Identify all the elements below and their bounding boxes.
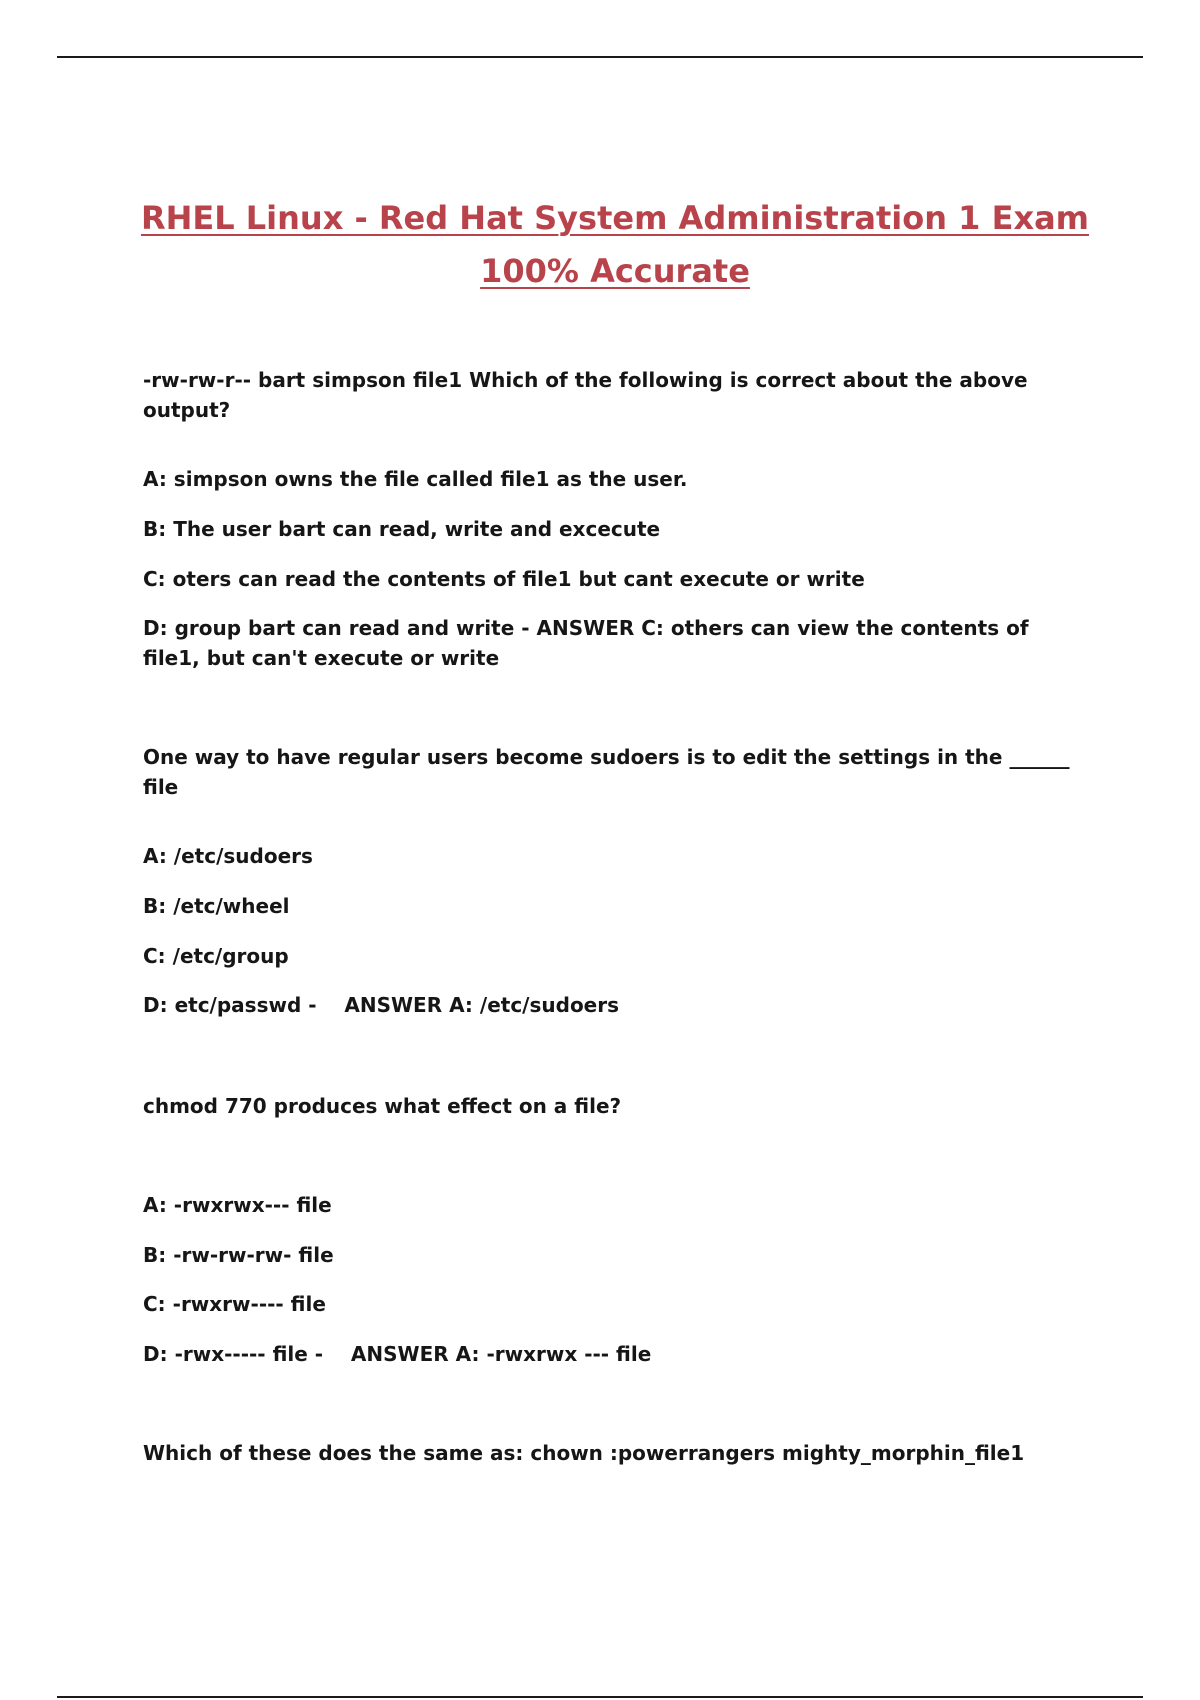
top-rule <box>57 56 1143 58</box>
question-2: One way to have regular users become sudoers is to edit the settings in the ______ file <box>143 745 1077 799</box>
question-3: chmod 770 produces what effect on a file? <box>143 1094 622 1118</box>
q3-option-a: A: -rwxrwx--- file <box>143 1193 332 1217</box>
q2-option-a: A: /etc/sudoers <box>143 844 313 868</box>
q1-option-c: C: oters can read the contents of file1 but cant execute or write <box>143 567 865 591</box>
question-1: -rw-rw-r-- bart simpson file1 Which of the following is correct about the above output? <box>143 368 1035 422</box>
title-line-1: RHEL Linux - Red Hat System Administration 1 Exam <box>140 199 1090 237</box>
q3-option-c: C: -rwxrw---- file <box>143 1292 326 1316</box>
document-title <box>130 192 1100 298</box>
question-4: Which of these does the same as: chown :powerrangers mighty_morphin_file1 <box>143 1441 1025 1465</box>
q1-option-b: B: The user bart can read, write and excecute <box>143 517 661 541</box>
title-line-2: 100% Accurate <box>480 252 750 290</box>
q2-option-b: B: /etc/wheel <box>143 894 290 918</box>
q2-option-c: C: /etc/group <box>143 944 289 968</box>
q3-option-d-answer: D: -rwx----- file - ANSWER A: -rwxrwx --- file <box>143 1342 652 1366</box>
q3-option-b: B: -rw-rw-rw- file <box>143 1243 334 1267</box>
q1-option-d-answer: D: group bart can read and write - ANSWER C: others can view the contents of file1, but can't execute or write <box>143 616 1036 670</box>
q2-option-d-answer: D: etc/passwd - ANSWER A: /etc/sudoers <box>143 993 620 1017</box>
bottom-rule <box>57 1696 1143 1698</box>
q1-option-a: A: simpson owns the file called file1 as the user. <box>143 467 688 491</box>
